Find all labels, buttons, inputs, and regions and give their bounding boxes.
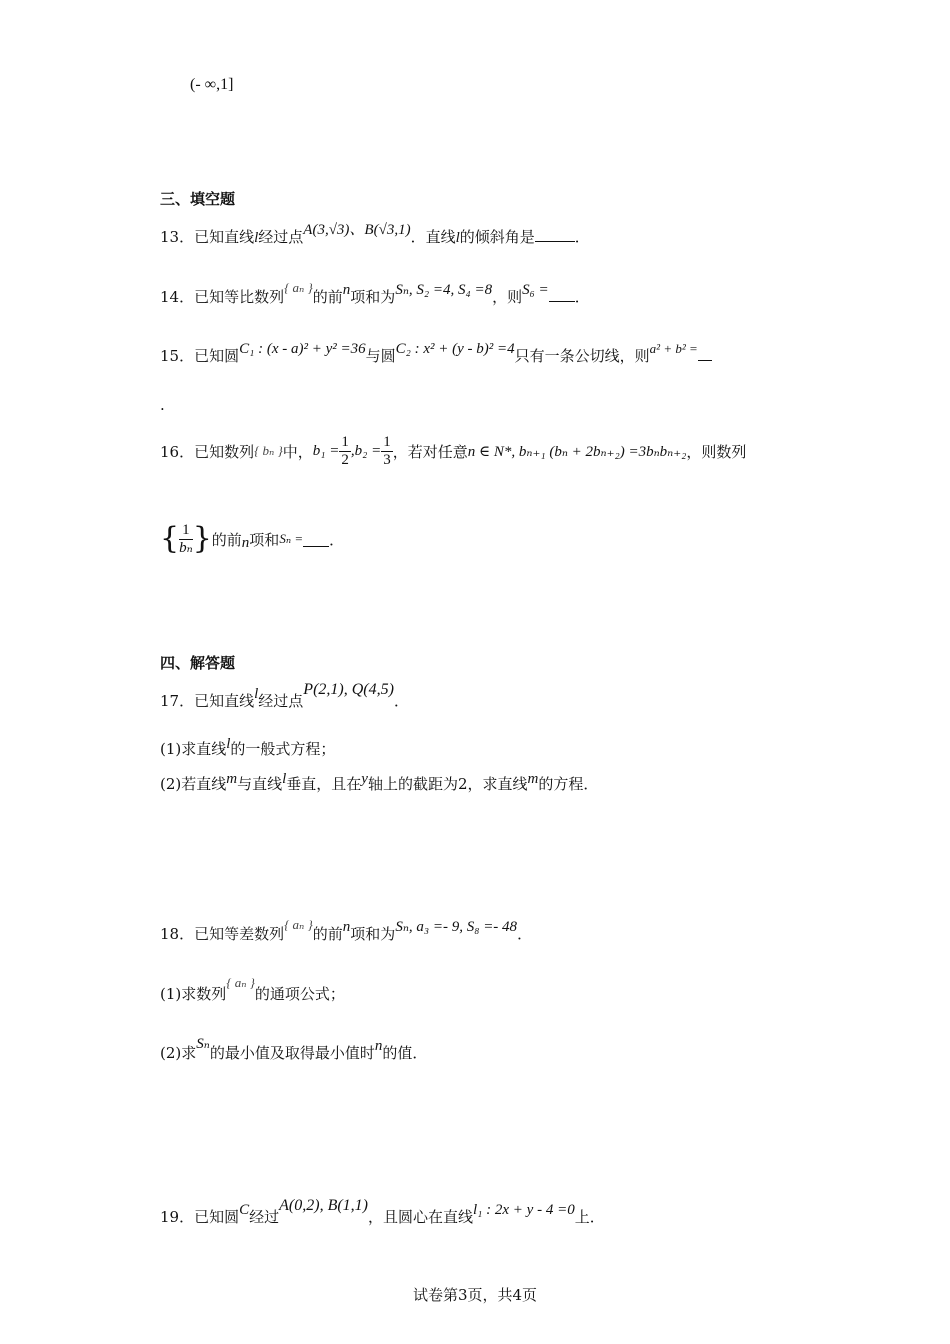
q13-text-pre: 已知直线	[194, 228, 255, 246]
q18-p1-sequence: { aₙ }	[226, 975, 255, 990]
q19-number: 19．	[160, 1208, 195, 1226]
q15-circle2-formula: C₂ : x² + (y - b)² =4	[395, 341, 515, 357]
q14-answer-blank[interactable]	[549, 287, 575, 302]
q17-p2-var-m2: m	[527, 771, 539, 787]
question-19	[160, 1197, 605, 1227]
q18-p2-pre: (2)求	[160, 1044, 197, 1062]
q17-p2-mid2: 垂直，且在	[286, 775, 362, 793]
q17-points-formula: P(2,1), Q(4,5)	[303, 681, 394, 698]
question-17	[160, 681, 409, 711]
q17-text-pre: 已知直线	[194, 692, 255, 710]
q19-text-mid2: ，且圆心在直线	[368, 1208, 474, 1226]
question-14	[160, 280, 590, 307]
q18-part1	[160, 975, 345, 1004]
q13-text-post: ．直线	[410, 228, 456, 246]
q16-fraction-third	[381, 434, 393, 469]
q13-text-post2: 的倾斜角是	[459, 228, 535, 246]
q17-part1	[160, 738, 335, 759]
q15-number: 15．	[160, 347, 195, 365]
previous-answer-interval: (- ∞,1]	[190, 76, 234, 93]
q18-text-pre: 已知等差数列	[194, 925, 285, 943]
q16-text-pre: 已知数列	[194, 442, 255, 461]
q16-condition-formula: n ∈ N*, bₙ₊₁ (bₙ + 2bₙ₊₂) =3bₙbₙ₊₂	[467, 443, 687, 460]
q14-sequence: { aₙ }	[284, 280, 313, 295]
q17-p2-var-l: l	[282, 771, 287, 787]
q15-ask-formula: a² + b² =	[649, 341, 698, 356]
q19-end: 上．	[574, 1208, 605, 1226]
q16-half-num: 1	[341, 433, 349, 450]
q19-text-pre: 已知圆	[194, 1208, 240, 1226]
q19-line-formula: l₁ : 2x + y - 4 =0	[473, 1202, 575, 1218]
q16-brace-right: }	[192, 521, 212, 556]
q13-end: ．	[574, 228, 590, 246]
q17-end: ．	[393, 692, 409, 710]
q17-p2-pre: (2)若直线	[160, 775, 227, 793]
q16-fraction-half	[339, 434, 351, 469]
q18-p1-post: 的通项公式；	[254, 985, 345, 1003]
q16-end: ．	[329, 530, 345, 549]
q16-b1: b₁ =	[312, 442, 340, 459]
q14-var-n: n	[342, 282, 351, 298]
q13-text-mid: 经过点	[258, 228, 304, 246]
q17-p1-var-l: l	[226, 736, 231, 752]
q18-text-mid: 的前	[312, 925, 343, 943]
q15-end: .	[160, 396, 165, 414]
page-footer: 试卷第3页，共4页	[412, 1286, 538, 1304]
q14-text-mid: 的前	[312, 288, 343, 306]
q16-ask-formula: Sₙ =	[279, 531, 304, 546]
q18-sequence: { aₙ }	[284, 917, 313, 932]
q14-number: 14．	[160, 288, 195, 306]
q13-points-formula: A(3,√3)、B(√3,1)	[303, 222, 411, 238]
q18-number: 18．	[160, 925, 195, 943]
q17-p1-post: 的一般式方程；	[230, 740, 336, 758]
q15-text-post: 只有一条公切线，则	[514, 347, 650, 365]
q16-inv-den: bₙ	[179, 539, 193, 556]
q17-part2	[160, 773, 598, 794]
q15-text-pre: 已知圆	[194, 347, 240, 365]
q18-end: ．	[517, 925, 533, 943]
q16-answer-blank[interactable]	[303, 532, 329, 547]
q18-p2-var-n: n	[374, 1038, 383, 1054]
q16-text-post: ，若对任意	[392, 442, 468, 461]
q15-text-mid: 与圆	[365, 347, 396, 365]
q14-ask-formula: S₆ =	[522, 282, 549, 298]
q17-var-l: l	[254, 686, 259, 702]
q16-third-den: 3	[383, 451, 391, 468]
q14-end: ．	[574, 288, 590, 306]
q16-sequence: { bₙ }	[254, 443, 283, 458]
question-13	[160, 222, 590, 247]
q16-inv-num: 1	[179, 522, 193, 540]
section-title-fill-in: 三、填空题	[160, 190, 236, 208]
q13-var-l: l	[254, 230, 259, 246]
q19-points-formula: A(0,2), B(1,1)	[279, 1197, 368, 1214]
q14-text-pre: 已知等比数列	[194, 288, 285, 306]
q19-var-c: C	[239, 1202, 250, 1218]
q13-answer-blank[interactable]	[535, 227, 575, 242]
q18-p2-post: 的值．	[382, 1044, 428, 1062]
q17-p2-mid: 与直线	[237, 775, 283, 793]
q14-condition-formula: Sₙ, S₂ =4, S₄ =8	[395, 282, 493, 298]
q13-number: 13．	[160, 228, 195, 246]
q14-text-mid2: 项和为	[350, 288, 396, 306]
q17-p2-var-m: m	[226, 771, 238, 787]
q18-var-n: n	[342, 919, 351, 935]
question-16	[160, 426, 746, 476]
q16-fraction-inverse	[179, 522, 193, 557]
q16-half-den: 2	[341, 451, 349, 468]
q16-text-mid: 中，	[282, 442, 313, 461]
q18-p2-mid: 的最小值及取得最小值时	[209, 1044, 375, 1062]
q14-text-post: ，则	[492, 288, 523, 306]
q13-var-l2: l	[455, 230, 460, 246]
q16-text-post2: ，则数列	[686, 442, 747, 461]
section-title-solve: 四、解答题	[160, 654, 236, 672]
q19-text-mid: 经过	[249, 1208, 280, 1226]
q16-var-n: n	[241, 534, 250, 551]
q17-number: 17．	[160, 692, 195, 710]
q17-text-mid: 经过点	[258, 692, 304, 710]
q18-text-mid2: 项和为	[350, 925, 396, 943]
question-16-line2	[160, 514, 344, 564]
q16-line2-text-b: 项和	[249, 530, 280, 549]
q16-number: 16．	[160, 442, 195, 461]
q17-p2-post: 的方程．	[538, 775, 599, 793]
q16-third-num: 1	[383, 433, 391, 450]
q16-b2: ,b₂ =	[350, 442, 382, 459]
q15-answer-blank[interactable]	[698, 346, 712, 361]
q15-circle1-formula: C₁ : (x - a)² + y² =36	[239, 341, 366, 357]
q17-p2-mid3: 轴上的截距为2，求直线	[367, 775, 528, 793]
q18-part2	[160, 1036, 428, 1063]
q18-condition-formula: Sₙ, a₃ =- 9, S₈ =- 48	[395, 919, 518, 935]
question-15	[160, 341, 712, 366]
q17-p2-var-y: y	[361, 771, 368, 787]
q16-brace-left: {	[160, 521, 180, 556]
q18-p1-pre: (1)求数列	[160, 985, 227, 1003]
q17-p1-pre: (1)求直线	[160, 740, 227, 758]
question-18	[160, 917, 533, 944]
q16-line2-text: 的前	[211, 530, 242, 549]
q18-p2-var-s: Sₙ	[196, 1036, 210, 1052]
